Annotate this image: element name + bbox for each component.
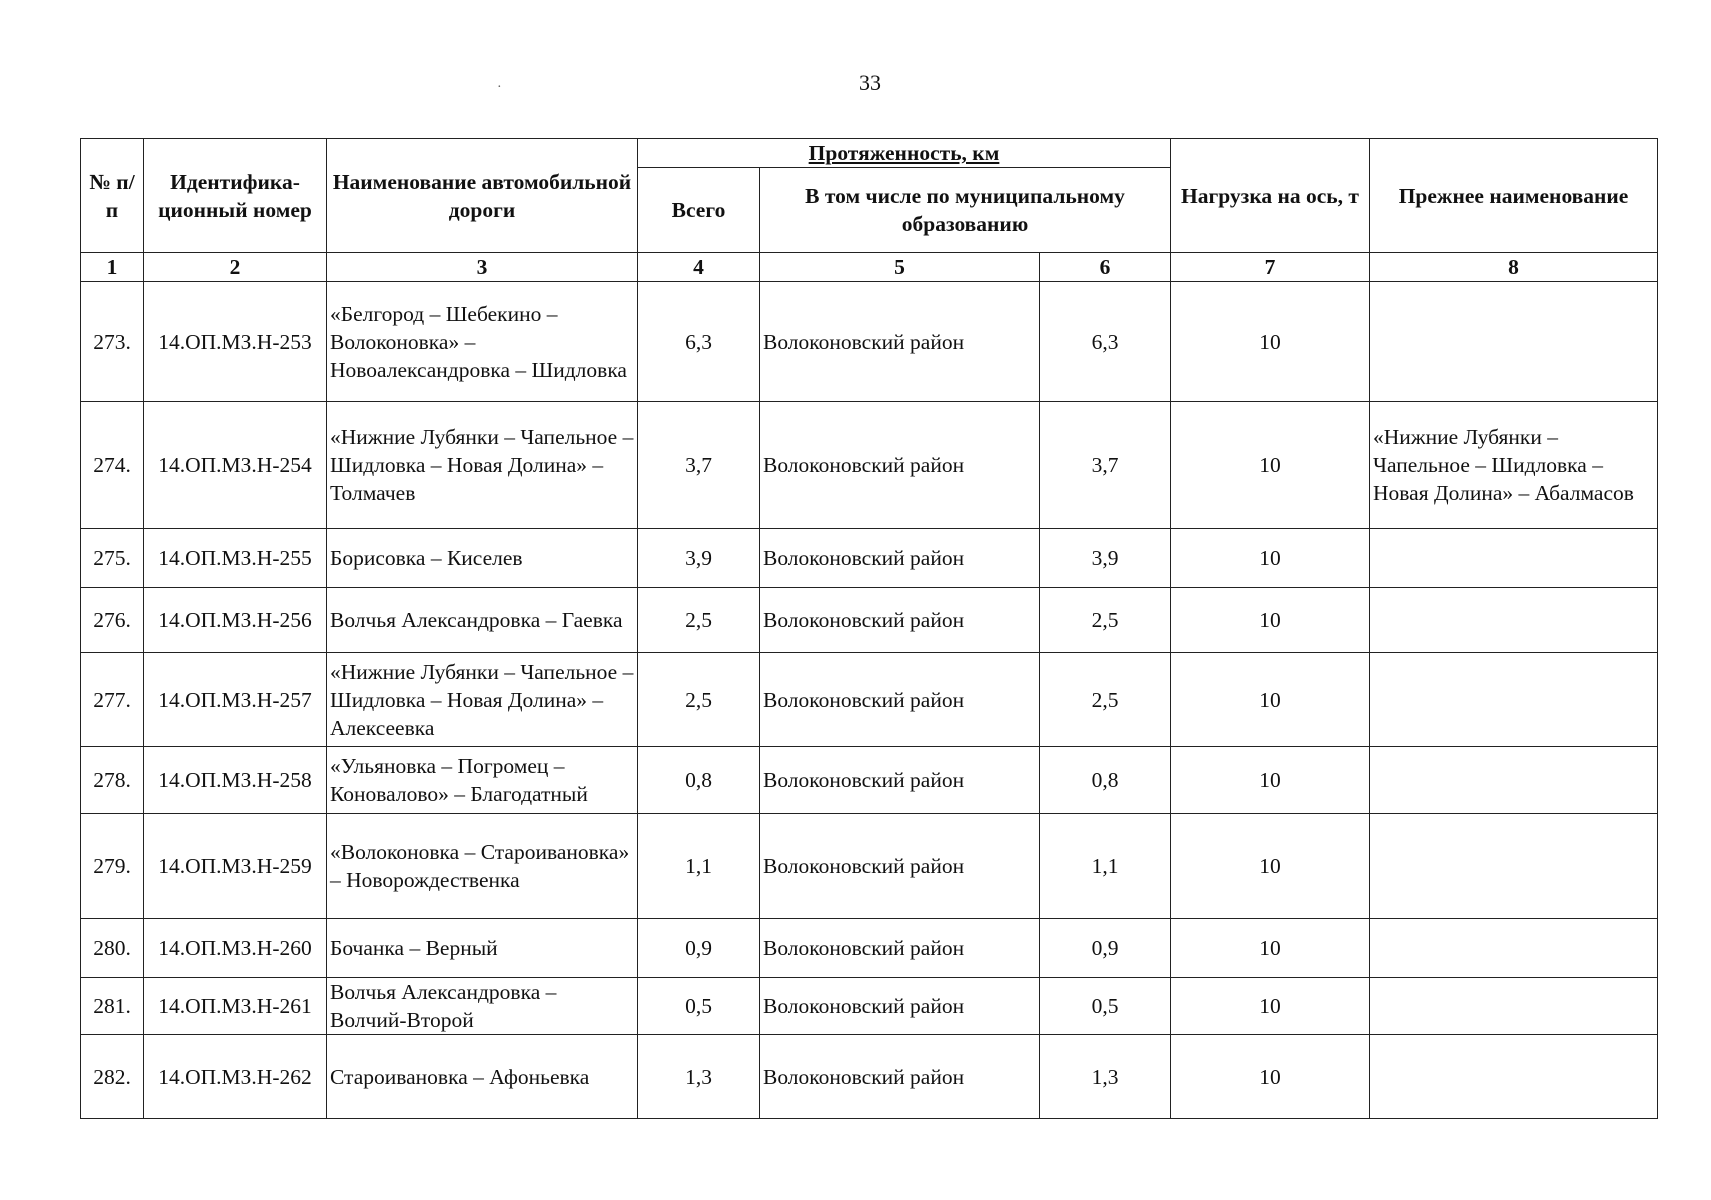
row-number: 275. (81, 529, 144, 588)
road-name: «Нижние Лубянки – Чапельное – Шидловка – Новая Долина» – Алексеевка (327, 653, 638, 747)
road-name: Староивановка – Афоньевка (327, 1035, 638, 1119)
length-total: 3,9 (638, 529, 760, 588)
municipality: Волоконовский район (760, 588, 1040, 653)
length-total: 6,3 (638, 282, 760, 402)
old-name (1370, 1035, 1658, 1119)
header-axle-load: Нагрузка на ось, т (1171, 139, 1370, 253)
municipality: Волоконовский район (760, 978, 1040, 1035)
length-total: 0,9 (638, 919, 760, 978)
road-registry-table (80, 138, 1658, 1119)
municipality: Волоконовский район (760, 282, 1040, 402)
axle-load: 10 (1171, 529, 1370, 588)
table-row (81, 747, 1658, 814)
municipal-length: 2,5 (1040, 653, 1171, 747)
row-number: 279. (81, 814, 144, 919)
road-name: Волчья Александровка – Гаевка (327, 588, 638, 653)
row-number: 278. (81, 747, 144, 814)
row-number: 281. (81, 978, 144, 1035)
municipal-length: 6,3 (1040, 282, 1171, 402)
length-total: 2,5 (638, 588, 760, 653)
row-number: 280. (81, 919, 144, 978)
column-number: 6 (1040, 253, 1171, 282)
old-name (1370, 653, 1658, 747)
road-name: «Нижние Лубянки – Чапельное – Шидловка – Новая Долина» – Толмачев (327, 402, 638, 529)
axle-load: 10 (1171, 919, 1370, 978)
municipal-length: 1,1 (1040, 814, 1171, 919)
municipality: Волоконовский район (760, 1035, 1040, 1119)
road-id: 14.ОП.МЗ.Н-256 (144, 588, 327, 653)
column-number: 5 (760, 253, 1040, 282)
header-id: Идентифика-ционный номер (144, 139, 327, 253)
column-number: 3 (327, 253, 638, 282)
road-id: 14.ОП.МЗ.Н-260 (144, 919, 327, 978)
table-row (81, 814, 1658, 919)
length-total: 1,1 (638, 814, 760, 919)
row-number: 274. (81, 402, 144, 529)
header-old-name: Прежнее наименование (1370, 139, 1658, 253)
header-length-group: Протяженность, км (638, 139, 1171, 168)
road-name: Бочанка – Верный (327, 919, 638, 978)
row-number: 273. (81, 282, 144, 402)
municipal-length: 0,8 (1040, 747, 1171, 814)
axle-load: 10 (1171, 282, 1370, 402)
road-id: 14.ОП.МЗ.Н-259 (144, 814, 327, 919)
old-name (1370, 978, 1658, 1035)
column-number: 7 (1171, 253, 1370, 282)
old-name (1370, 282, 1658, 402)
municipality: Волоконовский район (760, 402, 1040, 529)
table-row (81, 282, 1658, 402)
column-number: 2 (144, 253, 327, 282)
municipal-length: 3,9 (1040, 529, 1171, 588)
length-total: 0,5 (638, 978, 760, 1035)
road-name: «Волоконовка – Староивановка» – Новорождественка (327, 814, 638, 919)
municipal-length: 0,9 (1040, 919, 1171, 978)
axle-load: 10 (1171, 978, 1370, 1035)
length-total: 3,7 (638, 402, 760, 529)
municipality: Волоконовский район (760, 747, 1040, 814)
header-road-name: Наименование автомобильной дороги (327, 139, 638, 253)
column-number-row (81, 253, 1658, 282)
table-row (81, 529, 1658, 588)
header-municipal: В том числе по муниципальному образованию (760, 168, 1171, 253)
axle-load: 10 (1171, 653, 1370, 747)
road-id: 14.ОП.МЗ.Н-255 (144, 529, 327, 588)
row-number: 276. (81, 588, 144, 653)
road-name: Борисовка – Киселев (327, 529, 638, 588)
road-id: 14.ОП.МЗ.Н-257 (144, 653, 327, 747)
header-total: Всего (638, 168, 760, 253)
old-name (1370, 747, 1658, 814)
old-name (1370, 588, 1658, 653)
axle-load: 10 (1171, 1035, 1370, 1119)
road-id: 14.ОП.МЗ.Н-261 (144, 978, 327, 1035)
road-id: 14.ОП.МЗ.Н-262 (144, 1035, 327, 1119)
municipal-length: 3,7 (1040, 402, 1171, 529)
table-row (81, 1035, 1658, 1119)
road-name: «Ульяновка – Погромец – Коновалово» – Благодатный (327, 747, 638, 814)
municipal-length: 1,3 (1040, 1035, 1171, 1119)
table-row (81, 402, 1658, 529)
road-name: «Белгород – Шебекино – Волоконовка» – Новоалександровка – Шидловка (327, 282, 638, 402)
municipality: Волоконовский район (760, 529, 1040, 588)
municipality: Волоконовский район (760, 814, 1040, 919)
municipal-length: 0,5 (1040, 978, 1171, 1035)
table-row (81, 653, 1658, 747)
column-number: 4 (638, 253, 760, 282)
road-id: 14.ОП.МЗ.Н-253 (144, 282, 327, 402)
axle-load: 10 (1171, 747, 1370, 814)
header-no: № п/п (81, 139, 144, 253)
column-number: 8 (1370, 253, 1658, 282)
old-name: «Нижние Лубянки – Чапельное – Шидловка – Новая Долина» – Абалмасов (1370, 402, 1658, 529)
old-name (1370, 529, 1658, 588)
old-name (1370, 814, 1658, 919)
axle-load: 10 (1171, 814, 1370, 919)
municipality: Волоконовский район (760, 919, 1040, 978)
page-number: 33 (859, 70, 881, 95)
axle-load: 10 (1171, 402, 1370, 529)
axle-load: 10 (1171, 588, 1370, 653)
table-row (81, 978, 1658, 1035)
length-total: 1,3 (638, 1035, 760, 1119)
old-name (1370, 919, 1658, 978)
length-total: 0,8 (638, 747, 760, 814)
row-number: 282. (81, 1035, 144, 1119)
row-number: 277. (81, 653, 144, 747)
road-id: 14.ОП.МЗ.Н-258 (144, 747, 327, 814)
scan-dot: · (497, 80, 502, 95)
table-row (81, 588, 1658, 653)
road-name: Волчья Александровка – Волчий-Второй (327, 978, 638, 1035)
municipal-length: 2,5 (1040, 588, 1171, 653)
table-row (81, 919, 1658, 978)
municipality: Волоконовский район (760, 653, 1040, 747)
column-number: 1 (81, 253, 144, 282)
length-total: 2,5 (638, 653, 760, 747)
road-id: 14.ОП.МЗ.Н-254 (144, 402, 327, 529)
